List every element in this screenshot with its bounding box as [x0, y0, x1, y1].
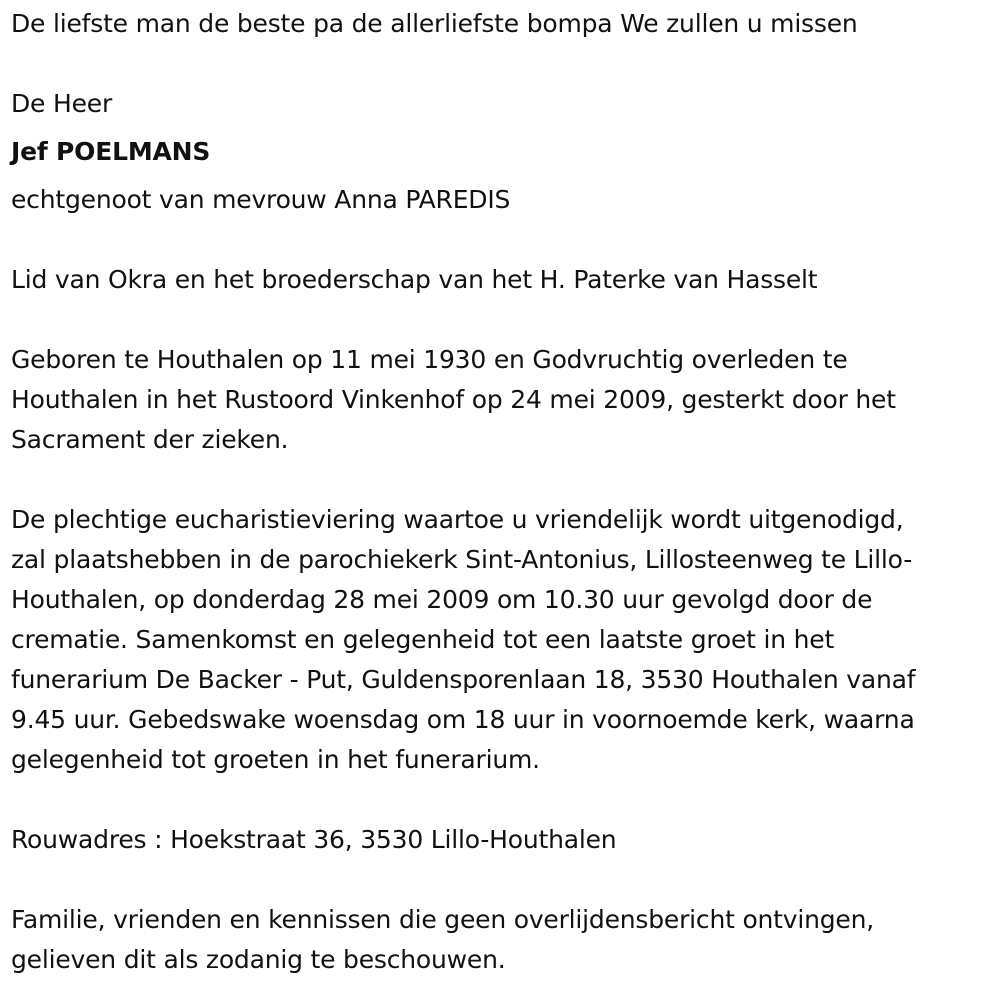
spacer — [11, 460, 996, 500]
birth-death-paragraph: Geboren te Houthalen op 11 mei 1930 en Godvruchtig overleden te Houthalen in het Rustoord Vinkenhof op 24 mei 2009, gesterkt door het Sacrament der zieken. — [11, 345, 896, 454]
spacer — [11, 780, 996, 820]
deceased-name: Jef POELMANS — [11, 137, 211, 166]
spacer — [11, 860, 996, 900]
spacer — [11, 220, 996, 260]
spouse-line: echtgenoot van mevrouw Anna PAREDIS — [11, 185, 511, 214]
ceremony-paragraph: De plechtige eucharistieviering waartoe u vriendelijk wordt uitgenodigd, zal plaatshebben in de parochiekerk Sint-Antonius, Lillosteenweg te Lillo- Houthalen, op donderdag 28 mei 2009 om 10.30 uur gevolgd door de crematie. Samenkomst en gelegenheid tot een laatste groet in het funerarium De Backer - Put, Guldensporenlaan 18, 3530 Houthalen vanaf 9.45 uur. Gebedswake woensdag om 18 uur in voornoemde kerk, waarna gelegenheid tot groeten in het funerarium. — [11, 505, 916, 774]
mourning-address: Rouwadres : Hoekstraat 36, 3530 Lillo-Houthalen — [11, 825, 617, 854]
membership-line: Lid van Okra en het broederschap van het H. Paterke van Hasselt — [11, 265, 818, 294]
spacer — [11, 300, 996, 340]
closing-paragraph: Familie, vrienden en kennissen die geen overlijdensbericht ontvingen, gelieven dit als zodanig te beschouwen. — [11, 905, 875, 974]
spacer — [11, 44, 996, 84]
intro-line: De liefste man de beste pa de allerliefste bompa We zullen u missen — [11, 9, 858, 38]
salutation: De Heer — [11, 89, 113, 118]
death-notice — [11, 4, 996, 980]
